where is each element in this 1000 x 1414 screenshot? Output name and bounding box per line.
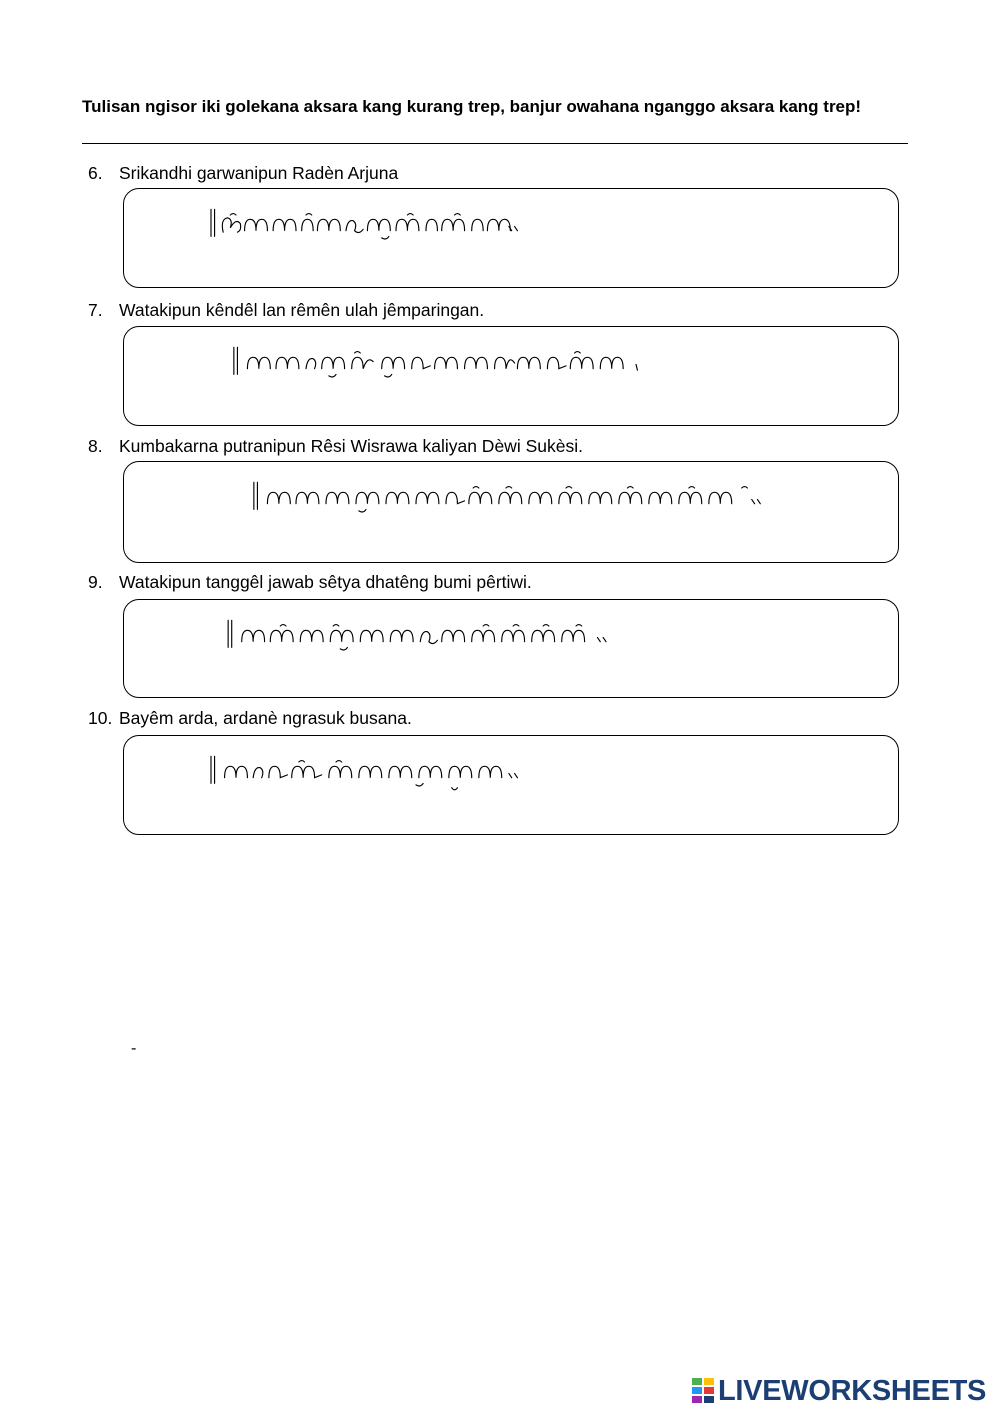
question-text: Watakipun tanggêl jawab sêtya dhatêng bumi pêrtiwi. — [119, 572, 532, 592]
question-10 — [88, 708, 412, 728]
question-text: Bayêm arda, ardanè ngrasuk busana. — [119, 708, 412, 728]
javanese-script-7 — [146, 343, 746, 383]
question-number: 9. — [88, 572, 103, 592]
question-9 — [88, 572, 532, 592]
javanese-script-10 — [146, 752, 586, 792]
question-number: 10. — [88, 708, 113, 728]
question-8 — [88, 436, 583, 456]
question-number: 6. — [88, 163, 103, 183]
question-number: 7. — [88, 300, 103, 320]
question-7 — [88, 300, 484, 320]
answer-box-7[interactable] — [123, 326, 899, 426]
question-text: Watakipun kêndêl lan rêmên ulah jêmparingan. — [119, 300, 485, 320]
instruction-divider — [82, 143, 908, 144]
stray-dash: - — [131, 1040, 137, 1057]
liveworksheets-logo[interactable] — [692, 1374, 986, 1408]
javanese-script-6 — [146, 205, 586, 245]
question-text: Srikandhi garwanipun Radèn Arjuna — [119, 163, 399, 183]
instruction-text: Tulisan ngisor iki golekana aksara kang kurang trep, banjur owahana nganggo aksara kang trep! — [82, 97, 862, 116]
answer-box-6[interactable] — [123, 188, 899, 288]
question-text: Kumbakarna putranipun Rêsi Wisrawa kaliyan Dèwi Sukèsi. — [119, 436, 583, 456]
brand-name: LIVEWORKSHEETS — [718, 1374, 987, 1407]
javanese-script-8 — [146, 478, 886, 518]
liveworksheets-logo-icon — [692, 1378, 714, 1404]
question-6 — [88, 163, 398, 183]
javanese-script-9 — [146, 616, 706, 656]
answer-box-10[interactable] — [123, 735, 899, 835]
answer-box-9[interactable] — [123, 599, 899, 698]
answer-box-8[interactable] — [123, 461, 899, 563]
question-number: 8. — [88, 436, 103, 456]
